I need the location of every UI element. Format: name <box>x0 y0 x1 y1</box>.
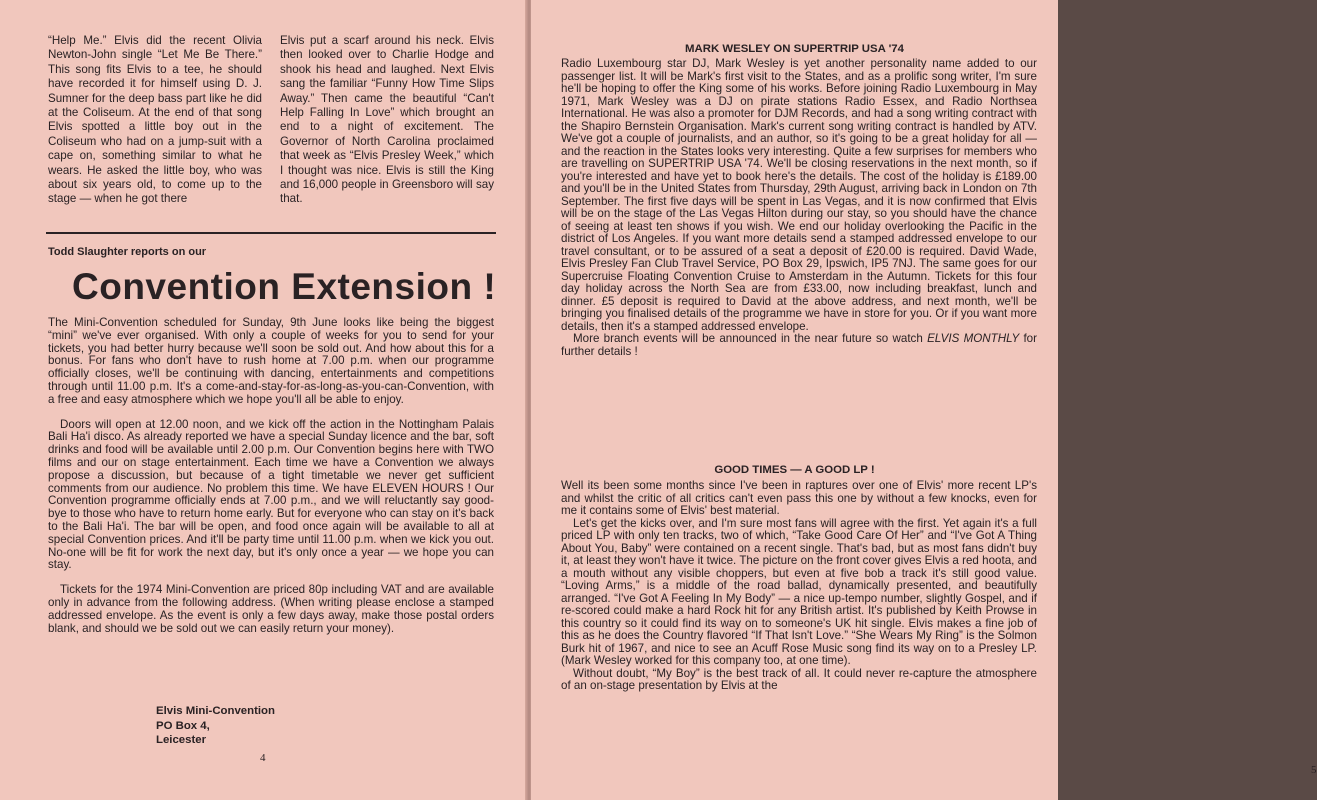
magazine-title: ELVIS MONTHLY <box>927 332 1020 345</box>
convention-article-body <box>48 317 494 647</box>
paragraph: The Mini-Convention scheduled for Sunday, 9th June looks like being the biggest “mini” we've ever organised. With only a couple of weeks for you to send for your tickets, you had better hurry because we'll soon be sold out. And how about this for a bonus. For fans who don't have to rush home at 7.00 p.m. when our programme officially closes, we'll be continuing with dancing, entertainments and competitions through until 11.00 p.m. It's a come-and-stay-for-as-long-as-you-can-Convention, with a free and easy atmosphere which we hope you'll all be able to enjoy. <box>48 316 494 406</box>
paragraph: Well its been some months since I've been in raptures over one of Elvis' more recent LP's and whilst the critic of all critics can't even pass this one by without a few knocks, even for me it contains some of Elvis' best material. <box>561 479 1037 517</box>
supertrip-article-body <box>561 58 1037 358</box>
paragraph: Radio Luxembourg star DJ, Mark Wesley is yet another personality name added to our passenger list. It will be Mark's first visit to the States, and as a prolific song writer, I'm sure he'll be hoping to offer the King some of his works. Before joining Radio Luxembourg in May 1971, Mark Wesley was a DJ on pirate stations Radio Essex, and Radio Northsea International. He was also a promoter for DJM Records, and had a song writing contract with the Shapiro Bernstein Organisation. Mark's current song writing contract is handled by ATV. We've got a couple of journalists, and an author, so it's going to be a great holiday for all — and the reaction in the States looks very interesting. Quite a few surprises for members who are travelling on SUPERTRIP USA '74. We'll be closing reservations in the next month, so if you're interested and have yet to book here's the details. The cost of the holiday is £189.00 and you'll be in the United States from Thursday, 29th August, arriving back in London on 7th September. The first five days will be spent in Las Vegas, and it is now confirmed that Elvis will be on the stage of the Las Vegas Hilton during our stay, so you should have the chance of seeing at least ten shows if you wish. We end our holiday overlooking the Pacific in the district of Los Angeles. If you want more details send a stamped addressed envelope to our travel consultant, or to be assured of a seat a deposit of £20.00 is required. David Wade, Elvis Presley Fan Club Travel Service, PO Box 29, Ipswich, IP5 7NJ. The same goes for our Supercruise Floating Convention Cruise to Amsterdam in the Autumn. Tickets for this four day holiday across the North Sea are from £33.00, now including breakfast, lunch and dinner. £5 deposit is required to David at the above address, and next month, we'll be bringing you finalised details of the programme we have in store for you. Or if you want more details, then it's a stamped addressed envelope. <box>561 57 1037 333</box>
paragraph: Let's get the kicks over, and I'm sure most fans will agree with the first. Yet again it's a full priced LP with only ten tracks, two of which, “Take Good Care Of Her” and “I've Got A Thing About You, Baby” were contained on a recent single. That's bad, but as most fans didn't buy it, at least they won't have it twice. The picture on the front cover gives Elvis a red hoota, and a mouth without any visible choppers, but even at five bob a track it's still good value. “Loving Arms,” is a middle of the road ballad, dynamically presented, and beautifully arranged. “I've Got A Feeling In My Body” — a nice up-tempo number, slightly Gospel, and if re-scored could make a hard Rock hit for any British artist. It's published by Keith Prowse in this country so it could find its way on to someone's UK hit single. Elvis makes a fine job of this as he does the Country flavored “If That Isn't Love.” “She Wears My Ring” is the Solmon Burk hit of 1967, and nice to see an Acuff Rose Music song find its way on to a Presley LP. (Mark Wesley worked for this company too, at one time). <box>561 516 1037 667</box>
article-column-1: “Help Me.” Elvis did the recent Olivia Newton-John single “Let Me Be There.” This song fits Elvis to a tee, he should have recorded it for himself using D. J. Sumner for the deep bass part like he did at the Coliseum. At the end of that song Elvis spotted a little boy out in the Coliseum who had on a jump-suit with a cape on, something similar to what he wears. He asked the little boy, who was about six years old, to come up to the stage — when he got there <box>48 34 262 206</box>
address-line: Elvis Mini-Convention <box>156 705 275 717</box>
paragraph: Tickets for the 1974 Mini-Convention are priced 80p including VAT and are available only in advance from the following address. (When writing please enclose a stamped addressed envelope. As the event is only a few days away, make those postal orders blank, and should we be sold out we can easily return your money). <box>48 583 494 635</box>
branch-text-end: for further details ! <box>561 332 1037 358</box>
paragraph: Doors will open at 12.00 noon, and we kick off the action in the Nottingham Palais Bali Ha'i disco. As already reported we have a special Sunday licence and the bar, soft drinks and food will be available until 2.00 p.m. Our Convention begins here with TWO films and our on stage entertainment. Each time we have a Convention we always propose a discussion, but because of a tight timetable we never get sufficient comments from our audience. No problem this time. We have ELEVEN HOURS ! Our Convention programme officially ends at 7.00 p.m., and we will reluctantly say good-bye to those who have to return home early. But for everyone who can stay on it's back to the Bali Ha'i. The bar will be open, and food once again will be available to all at special Convention prices. And it'll be party time until 11.00 p.m. when we kick you out. No-one will be fit for work the next day, but it's only once a year — we hope you can stay. <box>48 417 494 572</box>
section-heading: MARK WESLEY ON SUPERTRIP USA '74 <box>685 43 904 55</box>
article-column-2: Elvis put a scarf around his neck. Elvis then looked over to Charlie Hodge and shook his head and laughed. Next Elvis sang the familiar “Funny How Time Slips Away.” Then came the beautiful “Can't Help Falling In Love” which brought an end to a night of excitement. The Governor of North Carolina proclaimed that week as “Elvis Presley Week,” which I thought was nice. Elvis is still the King and 16,000 people in Greensboro will say that. <box>280 34 494 206</box>
page-number: 5 <box>1311 764 1317 776</box>
byline: Todd Slaughter reports on our <box>48 246 207 258</box>
lp-review-body <box>561 480 1037 693</box>
paragraph: Without doubt, “My Boy” is the best track of all. It could never re-capture the atmosphere of an on-stage presentation by Elvis at the <box>561 666 1037 692</box>
branch-text: More branch events will be announced in the near future so watch <box>573 332 928 345</box>
continued-article <box>48 34 494 207</box>
postal-address <box>156 704 275 748</box>
right-page <box>531 0 1317 800</box>
section-divider <box>46 232 496 234</box>
address-line: PO Box 4, <box>156 719 210 732</box>
article-headline: Convention Extension ! <box>72 266 497 307</box>
left-page <box>0 0 527 800</box>
section-heading: GOOD TIMES — A GOOD LP ! <box>714 464 875 476</box>
address-line: Leicester <box>156 734 207 746</box>
page-number: 4 <box>260 752 266 764</box>
paragraph <box>561 333 1037 358</box>
